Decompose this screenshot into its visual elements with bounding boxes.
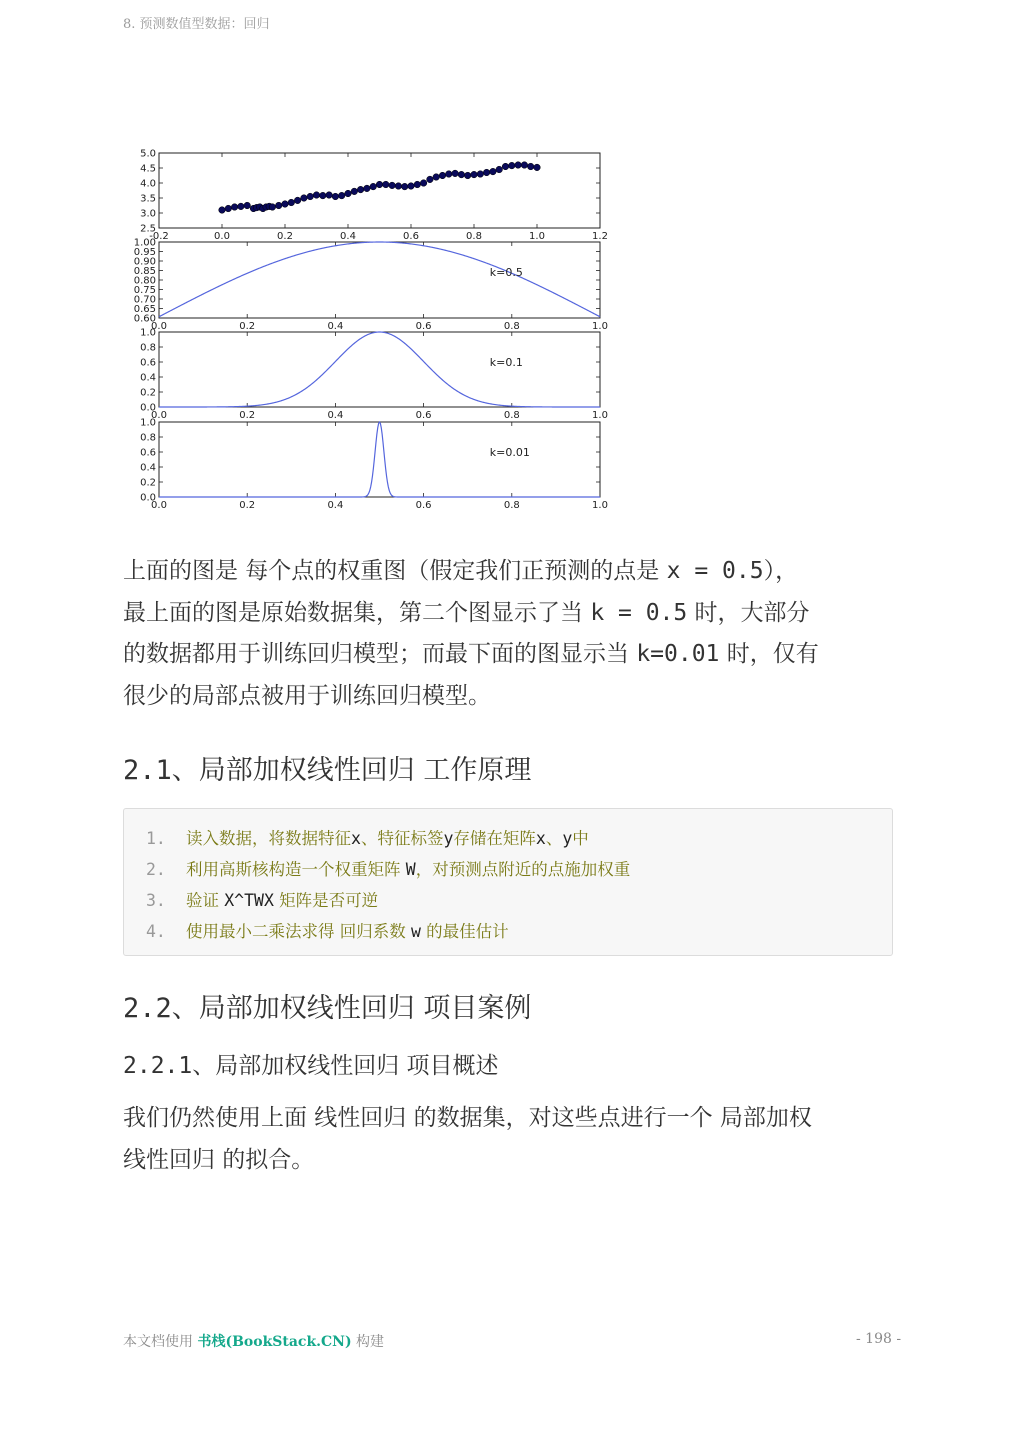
panel-3-frame [159, 332, 600, 407]
overview-line-2: 线性回归 的拟合。 [123, 1146, 315, 1173]
y-tick-label: 4.5 [140, 163, 156, 175]
x-tick-label: 0.2 [277, 231, 293, 242]
intro-line-2b: 时，大部分 [687, 599, 810, 626]
data-point [376, 181, 383, 188]
y-tick-label: 0.95 [133, 247, 156, 258]
data-point [521, 162, 528, 169]
x-tick-label: 0.8 [503, 410, 520, 421]
y-tick-label: 1.0 [140, 327, 156, 339]
step-line-2 [146, 856, 630, 880]
data-point [446, 171, 453, 178]
y-tick-label: 0.4 [140, 462, 156, 474]
data-point [313, 192, 320, 199]
data-point [490, 168, 497, 175]
y-tick-label: 4.0 [140, 178, 156, 190]
data-point [370, 183, 377, 190]
y-tick-label: 0.4 [140, 372, 156, 384]
data-point [527, 163, 534, 170]
x-tick-label: 0.6 [415, 500, 432, 511]
data-point [483, 169, 490, 176]
step-text: 读入数据，将数据特征x、特征标签y存储在矩阵x、y中 [186, 829, 589, 848]
section-2-2-1-heading [123, 1047, 499, 1080]
y-tick-label: 0.0 [140, 402, 156, 414]
step-text: 验证 X^TWX 矩阵是否可逆 [186, 891, 379, 910]
x-tick-label: 0.6 [415, 410, 432, 421]
series-label: k=0.1 [489, 355, 523, 369]
section-2-2-heading [123, 986, 531, 1025]
data-point [231, 204, 238, 211]
section-2-1-title: 、局部加权线性回归 工作原理 [171, 755, 532, 786]
panel-1-frame [159, 153, 600, 228]
intro-line-2a: 最上面的图是原始数据集，第二个图显示了当 [123, 599, 591, 626]
data-point [420, 180, 427, 187]
data-point [269, 204, 276, 211]
data-point [275, 202, 282, 209]
section-2-1-heading [123, 748, 531, 787]
x-tick-label: 0.0 [151, 500, 167, 511]
y-tick-label: 1.00 [133, 237, 156, 249]
x-tick-label: 0.6 [415, 321, 432, 332]
y-tick-label: 0.6 [140, 357, 156, 369]
running-header: 8. 预测数值型数据：回归 [123, 17, 270, 32]
data-point [496, 166, 503, 173]
y-tick-label: 0.0 [140, 492, 156, 504]
data-point [288, 199, 295, 206]
line-number: 2. [146, 860, 166, 879]
step-line-1 [146, 825, 589, 849]
line-number: 3. [146, 891, 166, 910]
data-point [351, 188, 358, 195]
data-point [502, 163, 509, 170]
data-point [427, 176, 434, 183]
data-point [238, 203, 245, 210]
step-text: 使用最小二乘法求得 回归系数 w 的最佳估计 [186, 922, 509, 941]
y-tick-label: 0.8 [140, 432, 156, 444]
x-tick-label: 1.0 [592, 321, 608, 332]
x-tick-label: 0.2 [239, 500, 256, 511]
x-tick-label: 1.0 [592, 410, 608, 421]
y-tick-label: 0.90 [133, 256, 156, 268]
section-2-1-number: 2.1 [123, 755, 172, 786]
y-tick-label: 0.6 [140, 447, 156, 459]
data-point [338, 192, 345, 199]
weight-figure [123, 143, 623, 515]
x-tick-label: 0.8 [466, 231, 482, 242]
line-number: 4. [146, 922, 166, 941]
y-tick-label: 5.0 [140, 148, 156, 160]
step-line-4 [146, 918, 509, 942]
data-point [326, 192, 333, 199]
steps-code-block [123, 808, 893, 956]
y-tick-label: 0.2 [140, 477, 156, 489]
overview-paragraph [123, 1098, 898, 1181]
y-tick-label: 2.5 [140, 223, 156, 235]
section-2-2-title: 、局部加权线性回归 项目案例 [171, 993, 532, 1024]
x-tick-label: 0.0 [151, 321, 167, 332]
x-tick-label: 0.2 [239, 321, 256, 332]
page-number: - 198 - [856, 1331, 902, 1347]
intro-line-1b: ）， [763, 558, 799, 584]
data-point [244, 202, 251, 209]
y-tick-label: 3.5 [140, 193, 156, 205]
data-point [364, 185, 371, 192]
y-tick-label: 1.0 [140, 417, 156, 429]
x-tick-label: 0.8 [503, 500, 520, 511]
data-point [320, 192, 327, 199]
intro-code-x: x = 0.5 [666, 558, 764, 584]
data-point [534, 164, 541, 171]
series-label: k=0.01 [489, 445, 530, 459]
data-point [219, 207, 226, 214]
x-tick-label: 0.4 [340, 231, 356, 242]
data-point [383, 181, 390, 188]
data-point [452, 170, 459, 177]
step-text: 利用高斯核构造一个权重矩阵 W，对预测点附近的点施加权重 [186, 860, 631, 879]
data-point [515, 162, 522, 169]
intro-line-1a: 上面的图是 每个点的权重图（假定我们正预测的点是 [123, 558, 667, 584]
x-tick-label: -0.2 [149, 231, 169, 242]
y-tick-label: 0.70 [133, 294, 156, 306]
intro-code-k001: k=0.01 [636, 641, 720, 667]
y-tick-label: 0.2 [140, 387, 156, 399]
y-tick-label: 3.0 [140, 208, 156, 220]
x-tick-label: 0.4 [327, 321, 344, 332]
data-point [357, 186, 364, 193]
x-tick-label: 0.0 [214, 231, 230, 242]
y-tick-label: 0.65 [133, 304, 156, 315]
data-point [509, 162, 516, 169]
panel-2-frame [159, 242, 600, 318]
data-point [477, 171, 484, 178]
data-point [471, 171, 478, 178]
data-point [307, 193, 314, 200]
data-point [464, 172, 471, 179]
overview-line-1: 我们仍然使用上面 线性回归 的数据集，对这些点进行一个 局部加权 [123, 1105, 812, 1131]
data-point [389, 182, 396, 189]
section-2-2-1-number: 2.2.1 [123, 1053, 193, 1079]
data-point [433, 174, 440, 181]
data-point [332, 193, 339, 200]
data-point [225, 205, 232, 212]
intro-line-4: 很少的局部点被用于训练回归模型。 [123, 682, 491, 709]
section-2-2-1-title: 、局部加权线性回归 项目概述 [192, 1053, 499, 1079]
x-tick-label: 0.8 [503, 321, 520, 332]
line-number: 1. [146, 829, 166, 848]
data-point [401, 183, 408, 190]
intro-line-3a: 的数据都用于训练回归模型；而最下面的图显示当 [123, 641, 637, 667]
data-point [458, 171, 465, 178]
y-tick-label: 0.85 [133, 266, 156, 277]
data-point [282, 201, 289, 208]
x-tick-label: 0.0 [151, 410, 167, 421]
intro-paragraph [123, 551, 898, 717]
x-tick-label: 1.0 [529, 231, 545, 242]
x-tick-label: 0.4 [327, 500, 344, 511]
y-tick-label: 0.60 [133, 313, 156, 325]
data-point [414, 181, 421, 188]
data-point [395, 183, 402, 190]
data-point [408, 183, 415, 190]
footer-credit: 本文档使用 书栈(BookStack.CN) 构建 [123, 1334, 385, 1350]
x-tick-label: 1.0 [592, 500, 608, 511]
x-tick-label: 0.2 [239, 410, 256, 421]
panel-4-frame [159, 422, 600, 497]
data-point [301, 195, 308, 202]
y-tick-label: 0.8 [140, 342, 156, 354]
step-line-3 [146, 887, 378, 911]
intro-line-3b: 时，仅有 [719, 641, 819, 667]
y-tick-label: 0.75 [133, 285, 156, 296]
intro-code-k05: k = 0.5 [590, 599, 688, 626]
x-tick-label: 0.4 [327, 410, 344, 421]
bookstack-link[interactable]: 书栈(BookStack.CN) [197, 1334, 352, 1350]
data-point [439, 172, 446, 179]
series-label: k=0.5 [489, 266, 523, 280]
section-2-2-number: 2.2 [123, 993, 172, 1024]
data-point [345, 190, 352, 197]
x-tick-label: 0.6 [403, 231, 419, 242]
x-tick-label: 1.2 [592, 231, 608, 242]
y-tick-label: 0.80 [133, 275, 156, 287]
data-point [294, 197, 301, 204]
